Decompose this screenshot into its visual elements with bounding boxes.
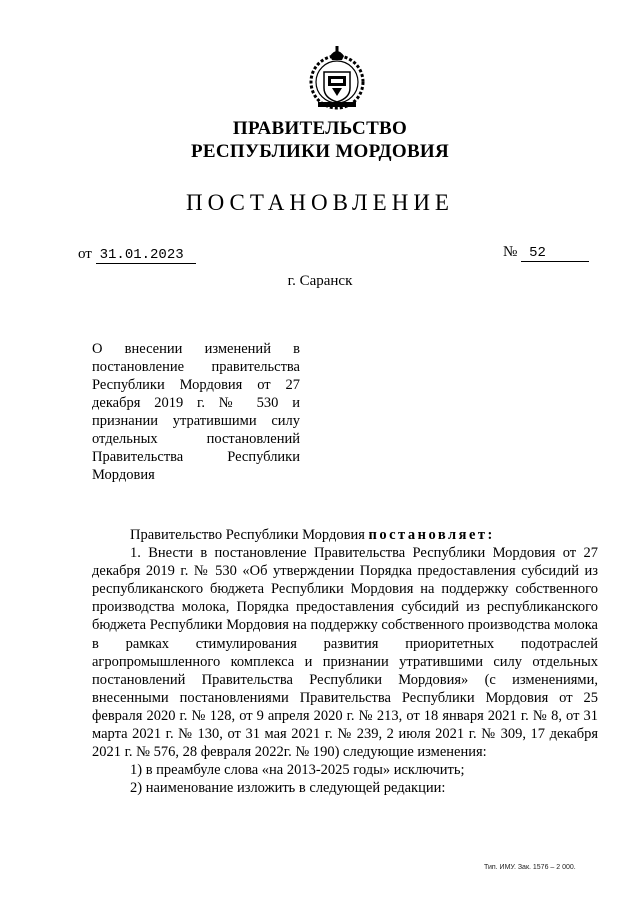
- list-item-1: 1) в преамбуле слова «на 2013-2025 годы» исключить;: [130, 762, 465, 779]
- city: г. Саранск: [287, 273, 353, 289]
- date-prefix: от: [78, 246, 92, 262]
- coat-of-arms-icon: [302, 44, 372, 114]
- number-value: 52: [521, 246, 589, 262]
- list-item-2: 2) наименование изложить в следующей редакции:: [130, 780, 446, 797]
- document-type-title: ПОСТАНОВЛЕНИЕ: [186, 190, 454, 215]
- number-prefix: №: [503, 244, 518, 260]
- paragraph-1: 1. Внести в постановление Правительства Республики Мордовия от 27 декабря 2019 г. № 530 «Об утверждении Порядка предоставления субсидий из республиканского бюджета Республики Мордовия на поддержку собственного производства молока, Порядка предоставления субсидий из республиканского бюджета Республики Мордовия на поддержку собственного производства молока в рамках стимулирования развития приоритетных подотраслей агропромышленного комплекса и признании утратившими силу отдельных постановлений Правительства Республики Мордовия» (с изменениями, внесенными постановлениями Правительства Республики Мордовия от 25 февраля 2020 г. № 128, от 9 апреля 2020 г. № 213, от 18 января 2021 г. № 8, от 31 марта 2021 г. № 130, от 31 мая 2021 г. № 239, 2 июля 2021 г. № 309, 17 декабря 2021 г. № 576, 28 февраля 2022г. № 190) следующие изменения:: [92, 545, 598, 761]
- document-date: [78, 246, 196, 264]
- intro-text: Правительство Республики Мордовия: [130, 527, 365, 543]
- intro-paragraph: [92, 526, 598, 544]
- organization-name-line2: РЕСПУБЛИКИ МОРДОВИЯ: [190, 141, 450, 162]
- print-footer: Тип. ИМУ. Зак. 1576 – 2 000.: [484, 864, 576, 871]
- organization-name-line1: ПРАВИТЕЛЬСТВО: [232, 118, 408, 139]
- document-number: [503, 244, 589, 262]
- document-subject: О внесении изменений в постановление правительства Республики Мордовия от 27 декабря 2019 г. № 530 и признании утратившими силу отдельных постановлений Правительства Республики Мордовия: [92, 341, 300, 483]
- date-value: 31.01.2023: [96, 248, 196, 264]
- document-body: [92, 526, 598, 797]
- intro-verb: постановляет:: [368, 527, 495, 543]
